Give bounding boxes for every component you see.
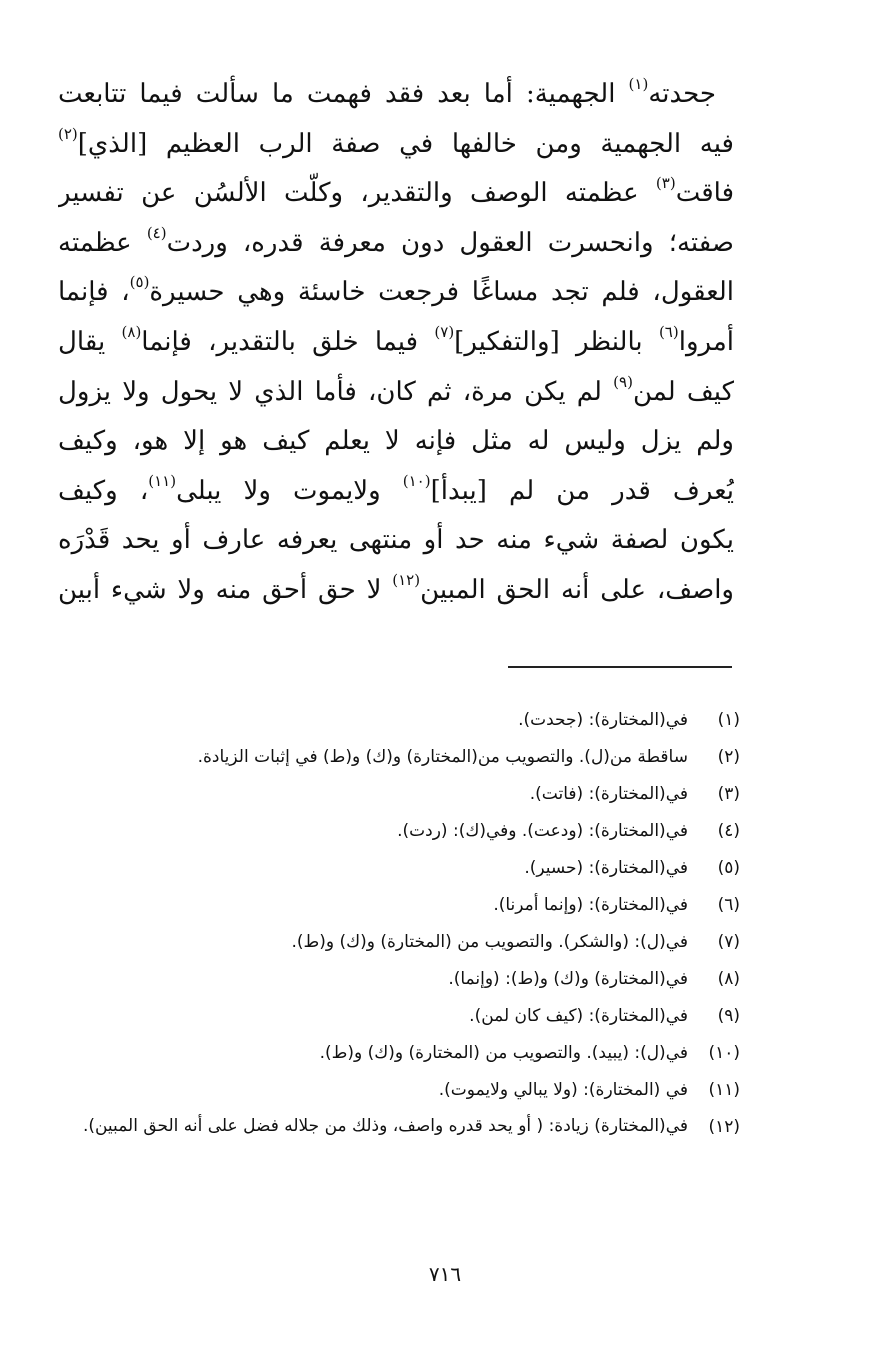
text-segment: فاقت bbox=[675, 178, 734, 209]
footnote-number: (١٠) bbox=[708, 1043, 740, 1063]
text-line bbox=[58, 417, 734, 467]
footnote-marker: (٥) bbox=[129, 273, 150, 292]
page-number: ٧١٦ bbox=[428, 1262, 462, 1286]
text-line bbox=[58, 368, 734, 418]
text-segment: واصف، على أنه الحق المبين bbox=[420, 574, 734, 605]
text-line bbox=[58, 566, 734, 616]
footnote-item bbox=[50, 1035, 740, 1072]
footnote-text: في(المختارة): (كيف كان لمن). bbox=[469, 1006, 688, 1026]
footnote-item bbox=[50, 924, 740, 961]
footnote-text: في(المختارة) و(ك) و(ط): (وإنما). bbox=[448, 969, 688, 989]
text-segment: فيه الجهمية ومن خالفها في صفة الرب العظيم [الذي] bbox=[77, 128, 734, 159]
footnote-item bbox=[50, 739, 740, 776]
footnote-number: (٨) bbox=[717, 969, 740, 989]
text-segment: عظمته الوصف والتقدير، وكلّت الألسُن عن تفسير bbox=[58, 178, 656, 209]
footnote-item bbox=[50, 1109, 740, 1146]
text-segment: يُعرف قدر من لم [يبدأ] bbox=[430, 475, 734, 506]
footnote-number: (٩) bbox=[717, 1006, 740, 1026]
footnote-marker: (٤) bbox=[146, 223, 167, 242]
footnote-text: في (المختارة): (ولا يبالي ولايموت). bbox=[438, 1080, 688, 1100]
footnote-marker: (٦) bbox=[658, 322, 679, 341]
footnote-marker: (٨) bbox=[121, 322, 142, 341]
text-line bbox=[58, 219, 734, 269]
footnote-text: في(ل): (والشكر). والتصويب من (المختارة) و(ك) و(ط). bbox=[291, 932, 688, 952]
text-segment: ولم يزل وليس له مثل فإنه لا يعلم كيف هو إلا هو، وكيف bbox=[58, 426, 734, 457]
footnote-marker: (١٠) bbox=[402, 471, 431, 490]
footnote-marker: (٣) bbox=[655, 174, 676, 193]
footnote-number: (٤) bbox=[717, 821, 740, 841]
text-segment: أمروا bbox=[678, 326, 734, 357]
footnote-item bbox=[50, 887, 740, 924]
footnote-text: في(المختارة) زيادة: ( أو يحد قدره واصف، وذلك من جلاله فضل على أنه الحق المبين). bbox=[82, 1116, 688, 1136]
footnote-marker: (١١) bbox=[148, 471, 177, 490]
main-text bbox=[58, 70, 734, 616]
text-segment: عظمته bbox=[58, 227, 147, 258]
footnote-marker: (١٢) bbox=[392, 570, 421, 589]
footnote-marker: (٢) bbox=[58, 124, 78, 143]
text-segment: لم يكن مرة، ثم كان، فأما الذي لا يحول ولا يزول bbox=[58, 376, 614, 407]
footnote-number: (٢) bbox=[717, 747, 740, 767]
footnote-item bbox=[50, 850, 740, 887]
footnote-separator bbox=[508, 666, 732, 668]
footnote-item bbox=[50, 813, 740, 850]
text-segment: العقول، فلم تجد مساغًا فرجعت خاسئة وهي حسيرة bbox=[149, 277, 734, 308]
text-segment: ، فإنما bbox=[58, 277, 130, 308]
footnote-text: ساقطة من(ل). والتصويب من(المختارة) و(ك) و(ط) في إثبات الزيادة. bbox=[197, 747, 688, 767]
footnote-marker: (١) bbox=[628, 75, 649, 93]
footnote-text: في(المختارة): (فاتت). bbox=[529, 784, 688, 804]
text-segment: جحدته bbox=[648, 79, 716, 109]
footnote-item bbox=[50, 998, 740, 1035]
footnote-text: في(المختارة): (جحدت). bbox=[518, 710, 688, 730]
footnote-text: في(المختارة): (وإنما أمرنا). bbox=[493, 895, 688, 915]
footnote-number: (١) bbox=[717, 710, 740, 730]
footnote-item bbox=[50, 776, 740, 813]
text-segment: يكون لصفة شيء منه حد أو منتهى يعرفه عارف أو يحد قَدْرَه bbox=[58, 525, 734, 556]
text-segment: لا حق أحق منه ولا شيء أبين bbox=[58, 574, 393, 605]
footnote-number: (٧) bbox=[717, 932, 740, 952]
text-line bbox=[58, 120, 734, 170]
text-segment: صفته؛ وانحسرت العقول دون معرفة قدره، وردت bbox=[166, 227, 734, 258]
text-segment: الجهمية: أما بعد فقد فهمت ما سألت فيما تتابعت bbox=[58, 79, 629, 109]
text-segment: فيما خلق بالتقدير، فإنما bbox=[141, 326, 435, 357]
footnote-text: في(ل): (يبيد). والتصويب من (المختارة) و(ك) و(ط). bbox=[319, 1043, 688, 1063]
footnote-number: (٦) bbox=[717, 895, 740, 915]
footnote-text: في(المختارة): (حسير). bbox=[524, 858, 688, 878]
text-segment: بالنظر [والتفكير] bbox=[454, 326, 659, 357]
text-segment: ولايموت ولا يبلى bbox=[176, 475, 403, 506]
footnote-text: في(المختارة): (ودعت). وفي(ك): (ردت). bbox=[397, 821, 688, 841]
text-segment: يقال bbox=[58, 326, 122, 357]
footnote-item bbox=[50, 961, 740, 998]
footnote-number: (٣) bbox=[717, 784, 740, 804]
footnote-item bbox=[50, 1072, 740, 1109]
footnote-marker: (٧) bbox=[434, 322, 455, 341]
footnote-number: (١١) bbox=[708, 1080, 740, 1100]
footnote-marker: (٩) bbox=[613, 372, 633, 391]
text-line bbox=[58, 318, 734, 368]
text-line bbox=[58, 169, 734, 219]
text-line bbox=[58, 70, 734, 120]
text-line bbox=[58, 268, 734, 318]
text-line bbox=[58, 467, 734, 517]
text-segment: ، وكيف bbox=[58, 475, 149, 506]
text-line bbox=[58, 516, 734, 566]
text-segment: كيف لمن bbox=[632, 376, 734, 407]
footnotes bbox=[50, 702, 740, 1146]
footnote-number: (١٢) bbox=[708, 1117, 740, 1137]
footnote-number: (٥) bbox=[717, 858, 740, 878]
footnote-item bbox=[50, 702, 740, 739]
